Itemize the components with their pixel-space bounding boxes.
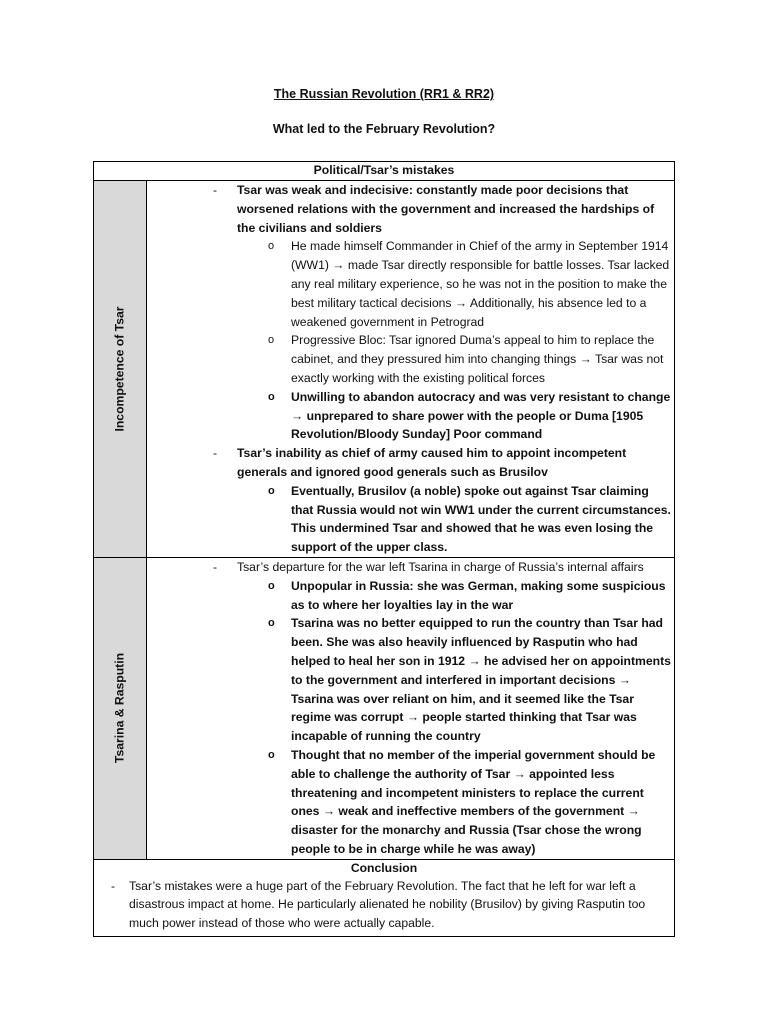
conclusion-text: - Tsar’s mistakes were a huge part of the February Revolution. The fact that he left for war left a disastrous impact at home. He particularly alienated he nobility (Brusilov) by giving Rasputin too much power instead of those who were actually capable. [94,877,674,933]
section-label: Incompetence of Tsar [112,306,127,432]
point-text: Tsar’s departure for the war left Tsarina in charge of Russia’s internal affairs [237,559,644,574]
conclusion-header: Conclusion [350,860,418,875]
sub-list-item: o Progressive Bloc: Tsar ignored Duma’s appeal to him to replace the cabinet, and they pressured him into changing things → Tsar was not exactly working with the existing political forces [174,331,674,387]
document-title: The Russian Revolution (RR1 & RR2) [273,87,495,101]
section-content [147,181,675,558]
conclusion-row [94,859,675,936]
conclusion-cell [94,859,675,936]
section-row [94,181,675,558]
section-label: Tsarina & Rasputin [112,653,127,764]
sub-list-item: o He made himself Commander in Chief of the army in September 1914 (WW1) → made Tsar directly responsible for battle losses. Tsar lacked any real military experience, so he was not in the position to make the best military tactical decisions → Additionally, his absence led to a weakened government in Petrograd [174,237,674,331]
section-row [94,557,675,859]
sub-list-item: o Thought that no member of the imperial government should be able to challenge the authority of Tsar → appointed less threatening and incompetent ministers to replace the current ones → weak and ineffective members of the government → disaster for the monarchy and Russia (Tsar chose the wrong people to be in charge while he was away) [174,746,674,859]
document-subtitle: What led to the February Revolution? [272,122,496,136]
list-item [147,181,674,444]
sub-list-item: o Tsarina was no better equipped to run the country than Tsar had been. She was also heavily influenced by Rasputin who had helped to heal her son in 1912 → he advised her on appointments to the government and interfered in important decisions → Tsarina was over reliant on him, and it seemed like the Tsar regime was corrupt → people started thinking that Tsar was incapable of running the country [174,614,674,746]
sub-list-item: o Unpopular in Russia: she was German, making some suspicious as to where her loyalties lay in the war [174,577,674,615]
point-text: Tsar’s inability as chief of army caused him to appoint incompetent generals and ignored good generals such as Brusilov [237,446,627,479]
sub-list-item: o Unwilling to abandon autocracy and was very resistant to change → unprepared to share power with the people or Duma [1905 Revolution/Bloody Sunday] Poor command [174,388,674,444]
section-content [147,557,675,859]
sub-list-item: o Eventually, Brusilov (a noble) spoke out against Tsar claiming that Russia would not win WW1 under the current circumstances. This undermined Tsar and showed that he was even losing the support of the upper class. [174,482,674,557]
list-item [147,558,674,859]
point-text: Tsar was weak and indecisive: constantly made poor decisions that worsened relations with the government and increased the hardships of the civilians and soldiers [237,183,655,235]
table-header: Political/Tsar’s mistakes [94,162,675,181]
list-item [147,444,674,557]
section-label-cell [94,557,147,859]
mistakes-table [93,161,675,937]
section-label-cell [94,181,147,558]
